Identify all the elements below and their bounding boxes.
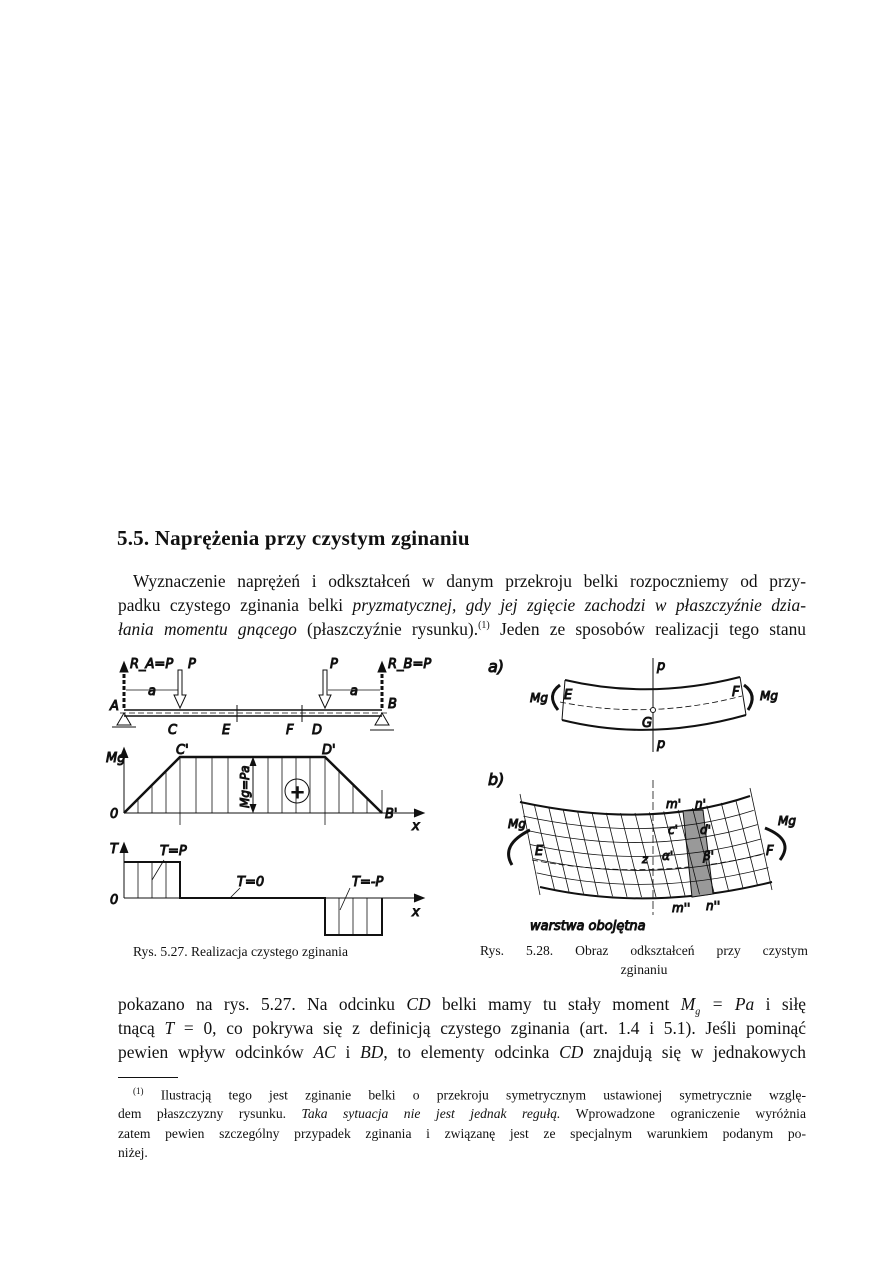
text: dem płaszczyzny rysunku. xyxy=(118,1106,302,1121)
emphasis: łania momentu gnącego xyxy=(118,619,297,639)
label-t-minus-p: T=-P xyxy=(352,875,384,890)
label-neutral-layer: warstwa obojętna xyxy=(530,919,646,934)
label-mg-right-b: Mg xyxy=(778,814,796,828)
emphasis: CD xyxy=(559,1042,584,1062)
text: , to elementy odcinka xyxy=(383,1042,560,1062)
paragraph1-line3 xyxy=(118,619,806,640)
label-a1: a xyxy=(148,684,156,699)
label-t-p: T=P xyxy=(160,844,187,859)
emphasis: BD xyxy=(360,1042,384,1062)
footnote-rule xyxy=(118,1077,178,1078)
text: = 0, co pokrywa się z definicją czystego zginania (art. 1.4 i 5.1). Jeśli pominąć xyxy=(174,1018,806,1038)
footnote-ref[interactable]: (1) xyxy=(478,620,490,632)
footnote-marker: (1) xyxy=(133,1086,144,1096)
label-b-prime: B' xyxy=(385,807,398,822)
label-c-prime: c' xyxy=(668,823,678,837)
beam-b-grid xyxy=(509,780,785,915)
label-m-double-prime: m'' xyxy=(672,901,691,915)
text: Wprowadzone ograniczenie wyróżnia xyxy=(560,1106,806,1121)
label-alpha-prime: α' xyxy=(662,849,674,863)
label-p-top: p xyxy=(657,659,666,674)
text: i xyxy=(335,1042,361,1062)
label-e: E xyxy=(564,688,573,703)
label-x-m: x xyxy=(412,819,420,834)
label-f: F xyxy=(286,723,294,738)
section-heading xyxy=(117,526,470,551)
subscript: g xyxy=(695,1006,701,1018)
footnote-line1 xyxy=(133,1086,806,1104)
label-e: E xyxy=(222,723,231,738)
load-arrow-c xyxy=(174,670,186,708)
label-a2: a xyxy=(350,684,358,699)
label-p2: P xyxy=(330,657,338,672)
text: (płaszczyźnie rysunku). xyxy=(296,619,479,639)
label-z: z xyxy=(642,853,648,866)
label-n-double-prime: n'' xyxy=(706,899,721,913)
text: znajdują się w jednakowych xyxy=(583,1042,806,1062)
label-d-prime: d' xyxy=(700,823,711,837)
label-b: B xyxy=(388,697,397,712)
label-mg-left-b: Mg xyxy=(508,817,526,831)
label-mg: Mg xyxy=(106,751,126,766)
text: belki mamy tu stały moment xyxy=(430,994,681,1014)
emphasis: = Pa xyxy=(700,994,755,1014)
section-title: Naprężenia przy czystym zginaniu xyxy=(154,526,470,550)
label-origin-m: 0 xyxy=(110,807,119,822)
figure-5-28 xyxy=(460,650,820,950)
emphasis: CD xyxy=(406,994,431,1014)
label-t: T xyxy=(110,842,118,857)
label-mg-left: Mg xyxy=(530,691,548,705)
text: pewien wpływ odcinków xyxy=(118,1042,314,1062)
footnote-line4: niżej. xyxy=(118,1145,148,1160)
emphasis: pryzmatycznej, gdy jej zgięcie zachodzi w płaszczyźnie dzia- xyxy=(352,595,806,615)
label-c: C xyxy=(168,723,178,738)
footnote-line2 xyxy=(118,1106,806,1122)
label-c-prime: C' xyxy=(176,743,189,758)
label-p-bottom: p xyxy=(657,737,666,752)
label-ra: R_A=P xyxy=(130,657,174,672)
label-d-prime: D' xyxy=(322,743,336,758)
label-origin-t: 0 xyxy=(110,893,119,908)
support-b xyxy=(375,713,389,725)
label-a-part: a) xyxy=(488,657,505,676)
text: Jeden ze sposobów realizacji tego stanu xyxy=(489,619,806,639)
support-a xyxy=(117,713,131,725)
load-arrow-d xyxy=(319,670,331,708)
text: tnącą xyxy=(118,1018,165,1038)
paragraph2-line3 xyxy=(118,1042,806,1063)
label-rb: R_B=P xyxy=(388,657,432,672)
text: i siłę xyxy=(754,994,807,1014)
label-m-prime: m' xyxy=(666,797,681,811)
beam-a xyxy=(552,658,752,752)
emphasis: T xyxy=(164,1018,175,1038)
label-t-0: T=0 xyxy=(237,875,265,890)
label-e-b: E xyxy=(535,844,544,859)
label-mg-right: Mg xyxy=(760,689,778,703)
footnote-line3: zatem pewien szczególny przypadek zginania i związanę jest ze specjalnym warunkiem podanym po- xyxy=(118,1126,806,1141)
emphasis: M xyxy=(680,994,696,1014)
paragraph1-line2 xyxy=(118,595,806,616)
label-mg-pa: Mg=Pa xyxy=(238,765,252,808)
label-x-t: x xyxy=(412,905,420,920)
figure-5-28-caption-line1: Rys. 5.28. Obraz odkształceń przy czystym xyxy=(480,943,808,958)
figure-5-27-caption: Rys. 5.27. Realizacja czystego zginania xyxy=(133,944,348,959)
label-b-part: b) xyxy=(488,770,505,789)
text: padku czystego zginania belki xyxy=(118,595,353,615)
label-a: A xyxy=(110,699,119,714)
label-p1: P xyxy=(188,657,196,672)
label-f-b: F xyxy=(766,844,774,859)
emphasis: Taka sytuacja nie jest jednak regułą. xyxy=(301,1106,561,1121)
plus-sign: + xyxy=(290,782,306,803)
text: pokazano na rys. 5.27. Na odcinku xyxy=(118,994,407,1014)
figure-5-28-caption-line2: zginaniu xyxy=(620,962,668,977)
figure-5-27 xyxy=(100,650,440,950)
section-number: 5.5. xyxy=(117,526,150,550)
label-n-prime: n' xyxy=(695,797,706,811)
text: Ilustracją tego jest zginanie belki o przekroju symetrycznym ustawionej symetrycznie wzglę- xyxy=(143,1087,806,1103)
paragraph2-line1 xyxy=(118,994,806,1017)
label-d: D xyxy=(312,723,323,738)
label-f: F xyxy=(732,685,740,700)
emphasis: AC xyxy=(313,1042,336,1062)
label-beta-prime: β' xyxy=(703,849,714,863)
moment-diagram xyxy=(120,748,424,825)
paragraph1-line1: Wyznaczenie naprężeń i odkształceń w danym przekroju belki rozpoczniemy od przy- xyxy=(133,571,806,591)
label-g: G xyxy=(642,716,653,731)
paragraph2-line2 xyxy=(118,1018,806,1039)
